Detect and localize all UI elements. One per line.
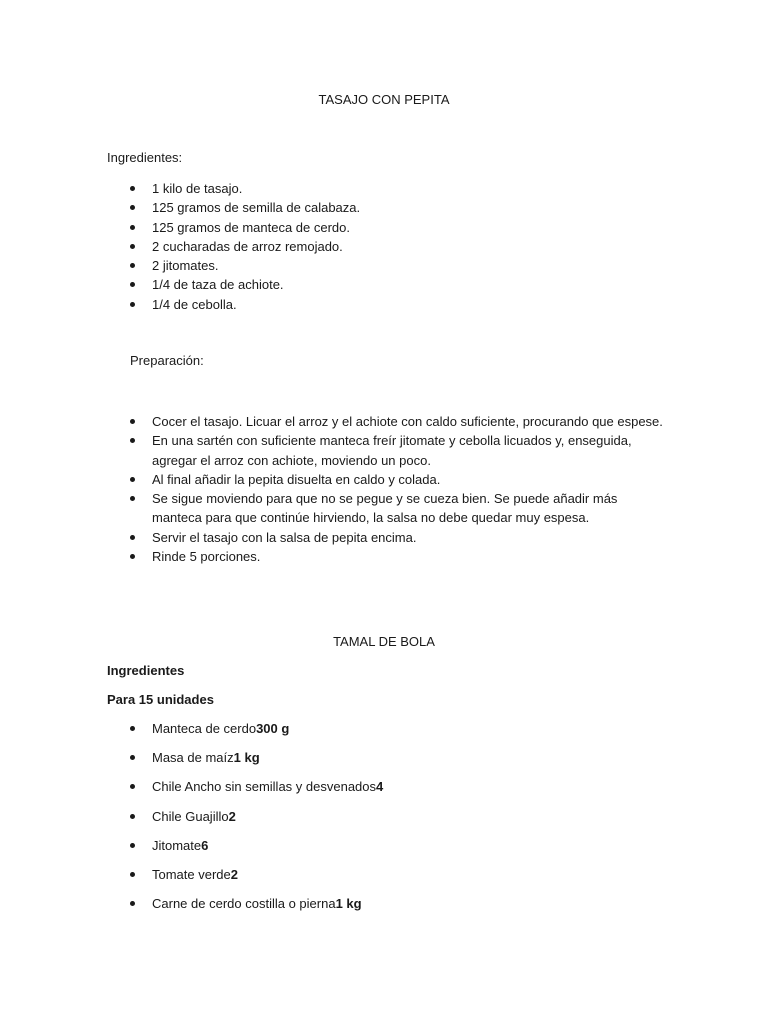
list-item <box>130 748 670 767</box>
recipe-title: TAMAL DE BOLA <box>333 634 435 649</box>
list-item: 1/4 de cebolla. <box>130 295 670 314</box>
list-item: En una sartén con suficiente manteca freír jitomate y cebolla licuados y, enseguida, agregar el arroz con achiote, moviendo un poco. <box>130 431 670 470</box>
ingredient-name: Manteca de cerdo <box>152 721 257 736</box>
list-item <box>130 807 670 826</box>
ingredients-heading: Ingredientes <box>107 663 185 678</box>
list-item: Se sigue moviendo para que no se pegue y se cueza bien. Se puede añadir más manteca para que continúe hirviendo, la salsa no debe quedar muy espesa. <box>130 489 670 528</box>
ingredient-name: Chile Ancho sin semillas y desvenados <box>152 779 377 795</box>
ingredient-quantity: 1 kg <box>233 750 260 766</box>
list-item: Servir el tasajo con la salsa de pepita encima. <box>130 528 670 547</box>
list-item: 1/4 de taza de achiote. <box>130 275 670 294</box>
ingredient-name: Tomate verde <box>152 866 231 882</box>
ingredient-quantity: 1 kg <box>335 896 362 912</box>
ingredient-quantity: 300 g <box>256 721 290 736</box>
list-item <box>130 719 670 738</box>
ingredient-quantity: 4 <box>376 779 384 795</box>
yield-heading: Para 15 unidades <box>107 692 214 707</box>
ingredients-list <box>130 179 670 314</box>
preparation-heading: Preparación: <box>130 353 204 368</box>
ingredient-name: Jitomate <box>152 837 202 853</box>
ingredients-heading: Ingredientes: <box>107 150 183 165</box>
list-item: 125 gramos de manteca de cerdo. <box>130 218 670 237</box>
list-item <box>130 777 670 796</box>
list-item <box>130 836 670 855</box>
list-item: 2 jitomates. <box>130 256 670 275</box>
ingredient-name: Chile Guajillo <box>152 808 229 824</box>
ingredient-name: Masa de maíz <box>152 750 234 766</box>
list-item: 125 gramos de semilla de calabaza. <box>130 198 670 217</box>
list-item: Cocer el tasajo. Licuar el arroz y el achiote con caldo suficiente, procurando que espese. <box>130 412 670 431</box>
list-item: 1 kilo de tasajo. <box>130 179 670 198</box>
list-item: Rinde 5 porciones. <box>130 547 670 566</box>
ingredient-name: Carne de cerdo costilla o pierna <box>152 896 336 912</box>
list-item <box>130 894 670 913</box>
recipe-title: TASAJO CON PEPITA <box>318 92 450 107</box>
list-item: 2 cucharadas de arroz remojado. <box>130 237 670 256</box>
list-item <box>130 865 670 884</box>
ingredients-list <box>130 719 670 923</box>
ingredient-quantity: 2 <box>228 808 236 824</box>
ingredient-quantity: 2 <box>230 866 238 882</box>
ingredient-quantity: 6 <box>201 837 209 853</box>
list-item: Al final añadir la pepita disuelta en caldo y colada. <box>130 470 670 489</box>
preparation-list <box>130 412 670 566</box>
